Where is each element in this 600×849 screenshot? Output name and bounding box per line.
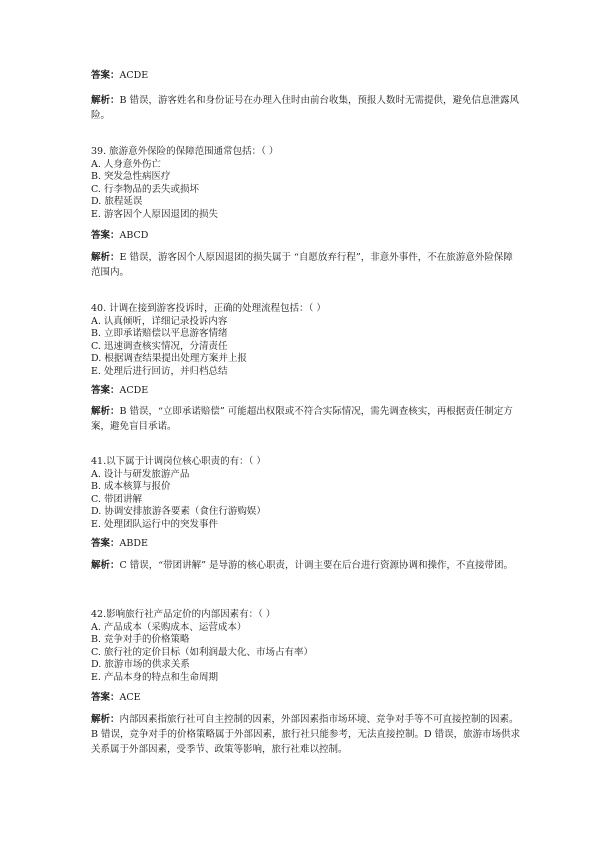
option-e: E. 处理团队运行中的突发事件	[91, 518, 218, 530]
answer-value: ACE	[119, 692, 141, 703]
analysis-text: B 错误，“立即承诺赔偿” 可能超出权限或不符合实际情况，需先调查核实，再根据责任制定方案，避免盲目承诺。	[91, 406, 513, 432]
answer-value: ABCD	[119, 230, 149, 241]
answer-label: 答案：	[91, 692, 120, 703]
option-e: E. 游客因个人原因退团的损失	[91, 208, 218, 220]
analysis-text: C 错误，“带团讲解” 是导游的核心职责，计调主要在后台进行资源协调和操作，不直接带团。	[119, 560, 514, 571]
option-b: B. 竞争对手的价格策略	[91, 634, 190, 645]
option-b: B. 突发急性病医疗	[91, 171, 171, 182]
option-c: C. 行李物品的丢失或损坏	[91, 183, 199, 195]
analysis-label: 解析：	[91, 252, 120, 263]
option-c: C. 旅行社的定价目标（如利润最大化、市场占有率）	[91, 646, 313, 658]
option-d: D. 根据调查结果提出处理方案并上报	[91, 353, 247, 364]
answer-line	[91, 385, 521, 398]
answer-label: 答案：	[91, 385, 120, 396]
answer-line	[91, 692, 521, 705]
question-39	[91, 146, 521, 221]
question-41	[91, 456, 521, 531]
analysis-paragraph	[91, 404, 521, 434]
option-a: A. 产品成本（采购成本、运营成本）	[91, 621, 247, 633]
answer-label: 答案：	[91, 538, 120, 549]
answer-label: 答案：	[91, 230, 120, 241]
option-e: E. 产品本身的特点和生命周期	[91, 671, 218, 683]
question-stem: 40. 计调在接到游客投诉时，正确的处理流程包括：（ ）	[91, 303, 326, 314]
answer-line	[91, 70, 521, 83]
question-42	[91, 609, 521, 684]
answer-value: ACDE	[119, 70, 149, 81]
option-d: D. 协调安排旅游各要素（食住行游购娱）	[91, 506, 266, 517]
analysis-label: 解析：	[91, 714, 120, 725]
option-e: E. 处理后进行回访，并归档总结	[91, 365, 228, 377]
option-c: C. 带团讲解	[91, 493, 142, 505]
question-stem: 41.以下属于计调岗位核心职责的有：（ ）	[91, 456, 266, 467]
analysis-paragraph	[91, 93, 521, 123]
option-b: B. 成本核算与报价	[91, 481, 171, 492]
option-a: A. 设计与研发旅游产品	[91, 468, 190, 480]
option-a: A. 认真倾听，详细记录投诉内容	[91, 315, 228, 327]
answer-line	[91, 538, 521, 551]
question-40	[91, 303, 521, 378]
option-a: A. 人身意外伤亡	[91, 158, 161, 170]
analysis-paragraph	[91, 250, 521, 280]
analysis-label: 解析：	[91, 560, 120, 571]
answer-value: ACDE	[119, 385, 149, 396]
option-c: C. 迅速调查核实情况，分清责任	[91, 340, 228, 352]
analysis-label: 解析：	[91, 406, 120, 417]
option-d: D. 旅游市场的供求关系	[91, 659, 190, 670]
analysis-text: E 错误，游客因个人原因退团的损失属于 “自愿放弃行程”，非意外事件，不在旅游意外险保障范围内。	[91, 252, 513, 278]
answer-value: ABDE	[119, 538, 148, 549]
option-d: D. 旅程延误	[91, 196, 143, 207]
analysis-text: B 错误，游客姓名和身份证号在办理入住时由前台收集，预报人数时无需提供，避免信息泄露风险。	[91, 95, 520, 121]
option-b: B. 立即承诺赔偿以平息游客情绪	[91, 328, 228, 339]
question-stem: 42.影响旅行社产品定价的内部因素有：（ ）	[91, 609, 276, 620]
analysis-label: 解析：	[91, 95, 120, 106]
answer-line	[91, 230, 521, 243]
answer-label: 答案：	[91, 70, 120, 81]
analysis-text: 内部因素指旅行社可自主控制的因素，外部因素指市场环境、竞争对手等不可直接控制的因素。B 错误，竞争对手的价格策略属于外部因素，旅行社只能参考，无法直接控制。D 错误，旅游市场供求关系属于外部因素，受季节、政策等影响，旅行社难以控制。	[91, 714, 521, 755]
question-stem: 39. 旅游意外保险的保障范围通常包括：（ ）	[91, 146, 279, 157]
analysis-paragraph	[91, 558, 521, 573]
analysis-paragraph	[91, 712, 521, 757]
